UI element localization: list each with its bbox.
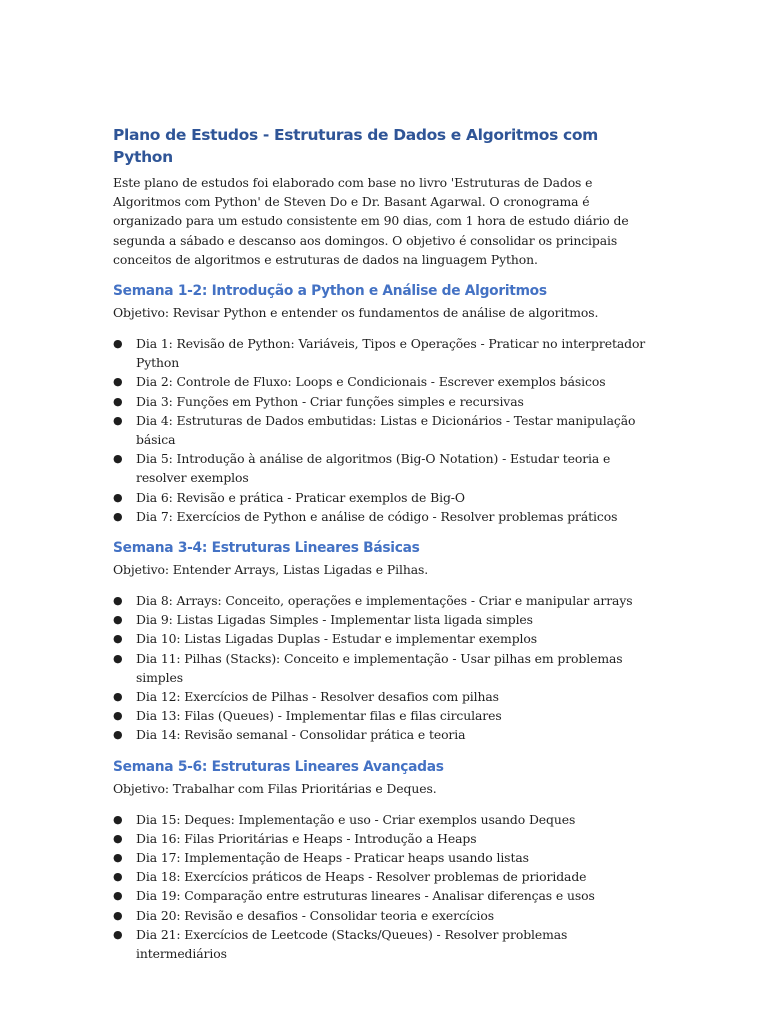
bullet-icon: ● (113, 452, 123, 466)
day-list (113, 334, 658, 526)
bullet-icon: ● (113, 490, 123, 504)
day-text: Dia 18: Exercícios práticos de Heaps - Resolver problemas de prioridade (136, 869, 587, 885)
bullet-icon: ● (113, 870, 123, 884)
day-text: Dia 11: Pilhas (Stacks): Conceito e implementação - Usar pilhas em problemas simples (136, 650, 623, 685)
day-text: Dia 1: Revisão de Python: Variáveis, Tipos e Operações - Praticar no interpretador Python (136, 336, 646, 371)
day-text: Dia 8: Arrays: Conceito, operações e implementações - Criar e manipular arrays (136, 593, 633, 609)
day-text: Dia 2: Controle de Fluxo: Loops e Condicionais - Escrever exemplos básicos (136, 374, 606, 390)
bullet-icon: ● (113, 613, 123, 627)
bullet-icon: ● (113, 632, 123, 646)
day-text: Dia 3: Funções em Python - Criar funções simples e recursivas (136, 393, 524, 409)
day-text: Dia 6: Revisão e prática - Praticar exemplos de Big-O (136, 489, 465, 505)
day-text: Dia 21: Exercícios de Leetcode (Stacks/Queues) - Resolver problemas intermediários (136, 926, 568, 962)
day-item (113, 867, 658, 886)
weeks-container (113, 281, 658, 963)
day-item (113, 372, 658, 391)
bullet-icon: ● (113, 709, 123, 723)
week-section (113, 757, 658, 964)
day-item (113, 810, 658, 829)
day-item (113, 706, 658, 725)
day-text: Dia 17: Implementação de Heaps - Praticar heaps usando listas (136, 850, 529, 866)
day-text: Dia 9: Listas Ligadas Simples - Implementar lista ligada simples (136, 612, 533, 628)
week-heading: Semana 5-6: Estruturas Lineares Avançadas (113, 758, 444, 775)
day-item (113, 629, 658, 648)
document-page (113, 124, 658, 963)
day-item (113, 829, 658, 848)
week-objective: Objetivo: Revisar Python e entender os fundamentos de análise de algoritmos. (113, 305, 599, 321)
bullet-icon: ● (113, 851, 123, 865)
week-section (113, 281, 658, 526)
document-title: Plano de Estudos - Estruturas de Dados e Algoritmos com Python (113, 126, 598, 166)
day-text: Dia 5: Introdução à análise de algoritmos (Big-O Notation) - Estudar teoria e resolver exemplos (136, 451, 611, 486)
week-heading: Semana 1-2: Introdução a Python e Análise de Algoritmos (113, 283, 547, 300)
day-text: Dia 4: Estruturas de Dados embutidas: Listas e Dicionários - Testar manipulação básica (136, 412, 636, 448)
day-text: Dia 19: Comparação entre estruturas lineares - Analisar diferenças e usos (136, 888, 595, 904)
day-list (113, 591, 658, 745)
bullet-icon: ● (113, 337, 123, 351)
day-item (113, 507, 658, 526)
bullet-icon: ● (113, 728, 123, 742)
day-list (113, 810, 658, 964)
bullet-icon: ● (113, 812, 123, 826)
bullet-icon: ● (113, 413, 123, 427)
bullet-icon: ● (113, 690, 123, 704)
week-objective: Objetivo: Entender Arrays, Listas Ligadas e Pilhas. (113, 562, 429, 578)
week-section (113, 538, 658, 745)
day-item (113, 886, 658, 905)
day-item (113, 392, 658, 411)
day-item (113, 411, 658, 449)
bullet-icon: ● (113, 908, 123, 922)
bullet-icon: ● (113, 651, 123, 665)
day-item (113, 488, 658, 507)
week-heading: Semana 3-4: Estruturas Lineares Básicas (113, 540, 420, 557)
day-item (113, 687, 658, 706)
day-item (113, 591, 658, 610)
day-item (113, 925, 658, 963)
day-item (113, 906, 658, 925)
day-text: Dia 7: Exercícios de Python e análise de código - Resolver problemas práticos (136, 508, 618, 524)
day-item (113, 649, 658, 687)
day-text: Dia 10: Listas Ligadas Duplas - Estudar e implementar exemplos (136, 631, 538, 647)
bullet-icon: ● (113, 927, 123, 941)
bullet-icon: ● (113, 889, 123, 903)
day-text: Dia 12: Exercícios de Pilhas - Resolver desafios com pilhas (136, 689, 499, 705)
bullet-icon: ● (113, 831, 123, 845)
day-text: Dia 13: Filas (Queues) - Implementar filas e filas circulares (136, 708, 502, 724)
day-item (113, 449, 658, 487)
bullet-icon: ● (113, 375, 123, 389)
day-item (113, 725, 658, 744)
bullet-icon: ● (113, 394, 123, 408)
day-item (113, 848, 658, 867)
day-item (113, 334, 658, 372)
intro-paragraph: Este plano de estudos foi elaborado com base no livro 'Estruturas de Dados e Algoritmos com Python' de Steven Do e Dr. Basant Agarwal. O cronograma é organizado para um estudo consistente em 90 dias, com 1 hora de estudo diário de segunda a sábado e descanso aos domingos. O objetivo é consolidar os principais conceitos de algoritmos e estruturas de dados na linguagem Python. (113, 175, 629, 267)
day-item (113, 610, 658, 629)
day-text: Dia 15: Deques: Implementação e uso - Criar exemplos usando Deques (136, 811, 576, 827)
week-objective: Objetivo: Trabalhar com Filas Prioritárias e Deques. (113, 780, 437, 796)
bullet-icon: ● (113, 509, 123, 523)
bullet-icon: ● (113, 594, 123, 608)
day-text: Dia 16: Filas Prioritárias e Heaps - Introdução a Heaps (136, 830, 477, 846)
day-text: Dia 14: Revisão semanal - Consolidar prática e teoria (136, 727, 466, 743)
day-text: Dia 20: Revisão e desafios - Consolidar teoria e exercícios (136, 907, 494, 923)
